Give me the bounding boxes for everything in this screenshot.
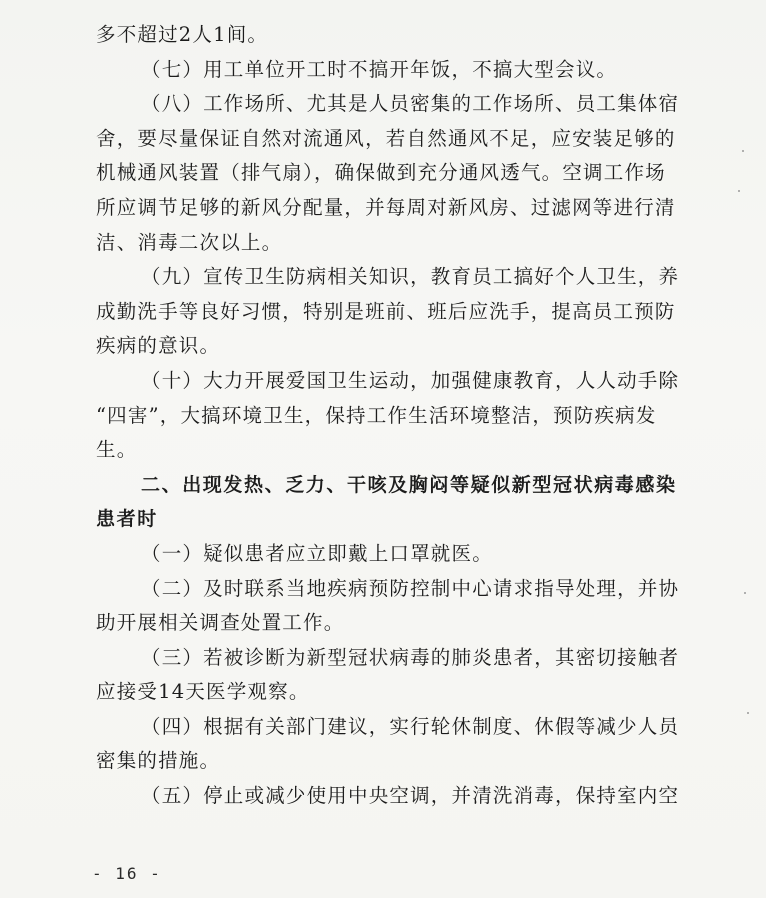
section-heading: 二、出现发热、乏力、干咳及胸闷等疑似新型冠状病毒感染 bbox=[141, 473, 677, 496]
paragraph-item-5: （五）停止或减少使用中央空调，并清洗消毒，保持室内空 bbox=[141, 784, 680, 808]
section-heading-continuation: 患者时 bbox=[96, 508, 158, 531]
text-line: 密集的措施。 bbox=[96, 749, 221, 773]
paragraph-item-2: （二）及时联系当地疾病预防控制中心请求指导处理，并协 bbox=[141, 576, 680, 600]
scan-speck bbox=[747, 712, 749, 714]
text-line: 洁、消毒二次以上。 bbox=[96, 230, 283, 254]
text-line: 助开展相关调查处置工作。 bbox=[96, 611, 345, 635]
document-body bbox=[96, 18, 682, 814]
text-line: 成勤洗手等良好习惯，特别是班前、班后应洗手，提高员工预防 bbox=[96, 299, 676, 323]
text-line: 舍，要尽量保证自然对流通风，若自然通风不足，应安装足够的 bbox=[96, 126, 676, 150]
paragraph-item-10: （十）大力开展爱国卫生运动，加强健康教育，人人动手除 bbox=[141, 368, 680, 392]
paragraph-item-4: （四）根据有关部门建议，实行轮休制度、休假等减少人员 bbox=[141, 714, 680, 738]
paragraph-item-3: （三）若被诊断为新型冠状病毒的肺炎患者，其密切接触者 bbox=[141, 645, 680, 669]
paragraph-item-7: （七）用工单位开工时不搞开年饭，不搞大型会议。 bbox=[141, 57, 618, 81]
paragraph-item-8: （八）工作场所、尤其是人员密集的工作场所、员工集体宿 bbox=[141, 92, 680, 116]
text-line: 所应调节足够的新风分配量，并每周对新风房、过滤网等进行清 bbox=[96, 195, 676, 219]
text-line: 疾病的意识。 bbox=[96, 334, 221, 358]
scan-speck bbox=[738, 190, 740, 192]
text-line: 机械通风装置（排气扇），确保做到充分通风透气。空调工作场 bbox=[96, 161, 666, 185]
paragraph-item-9: （九）宣传卫生防病相关知识，教育员工搞好个人卫生，养 bbox=[141, 265, 680, 289]
text-line: 应接受14天医学观察。 bbox=[96, 680, 310, 704]
scan-speck bbox=[742, 150, 744, 152]
scan-speck bbox=[744, 592, 746, 594]
text-line: 生。 bbox=[96, 438, 138, 462]
page-number: - 16 - bbox=[92, 864, 162, 883]
paragraph-item-1: （一）疑似患者应立即戴上口罩就医。 bbox=[141, 541, 493, 565]
text-line: 多不超过2人1间。 bbox=[96, 23, 269, 46]
text-line: “四害”，大搞环境卫生，保持工作生活环境整洁，预防疾病发 bbox=[96, 403, 657, 427]
